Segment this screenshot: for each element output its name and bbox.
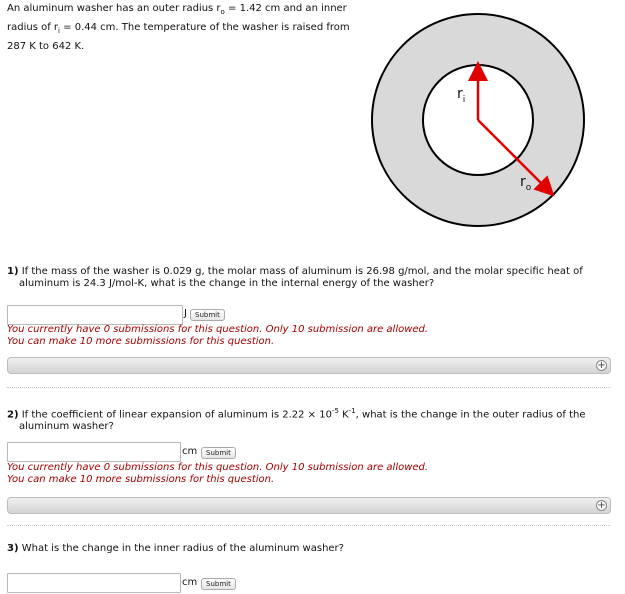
section-divider xyxy=(7,387,611,388)
expand-plus-icon[interactable]: + xyxy=(597,360,606,371)
problem-statement: An aluminum washer has an outer radius $r_o = 1.42$ cm and an inner radius of $r_i = 0.44$ cm. The temperature of the washer is raised from 287 K to 642 K. xyxy=(7,3,350,52)
question-3: 3) What is the change in the inner radius of the aluminum washer? xyxy=(7,543,344,554)
section-divider xyxy=(7,525,611,526)
q2-submission-status: You currently have 0 submissions for this question. Only 10 submission are allowed. You can make 10 more submissions for this question. xyxy=(7,462,429,485)
q2-answer-input[interactable] xyxy=(7,442,181,462)
q1-hint-bar[interactable] xyxy=(7,357,611,374)
outer-radius-label: $r_o$ xyxy=(520,174,532,193)
q3-answer-input[interactable] xyxy=(7,573,181,593)
q1-submit-button[interactable]: Submit xyxy=(190,309,225,321)
q1-answer-input[interactable] xyxy=(7,305,183,325)
q1-submission-status: You currently have 0 submissions for this question. Only 10 submission are allowed. You can make 10 more submissions for this question. xyxy=(7,324,429,347)
q2-submit-button[interactable]: Submit xyxy=(201,447,236,459)
question-2: 2) If the coefficient of linear expansion of aluminum is $2.22 \times 10^{-5}$ $K^{-1}$, what is the change in the outer radius of the aluminum washer? xyxy=(7,407,586,433)
q1-unit-label: J xyxy=(184,308,187,319)
q2-unit-label: cm xyxy=(182,446,198,457)
inner-radius-label: $r_i$ xyxy=(457,86,466,105)
washer-diagram xyxy=(363,6,593,236)
expand-plus-icon[interactable]: + xyxy=(597,500,606,511)
question-1: 1) If the mass of the washer is 0.029 g, the molar mass of aluminum is 26.98 g/mol, and the molar specific heat of aluminum is 24.3 J/mol-K, what is the change in the internal energy of the washer? xyxy=(7,266,583,289)
q3-unit-label: cm xyxy=(182,577,198,588)
q2-hint-bar[interactable] xyxy=(7,497,611,514)
q3-submit-button[interactable]: Submit xyxy=(201,578,236,590)
